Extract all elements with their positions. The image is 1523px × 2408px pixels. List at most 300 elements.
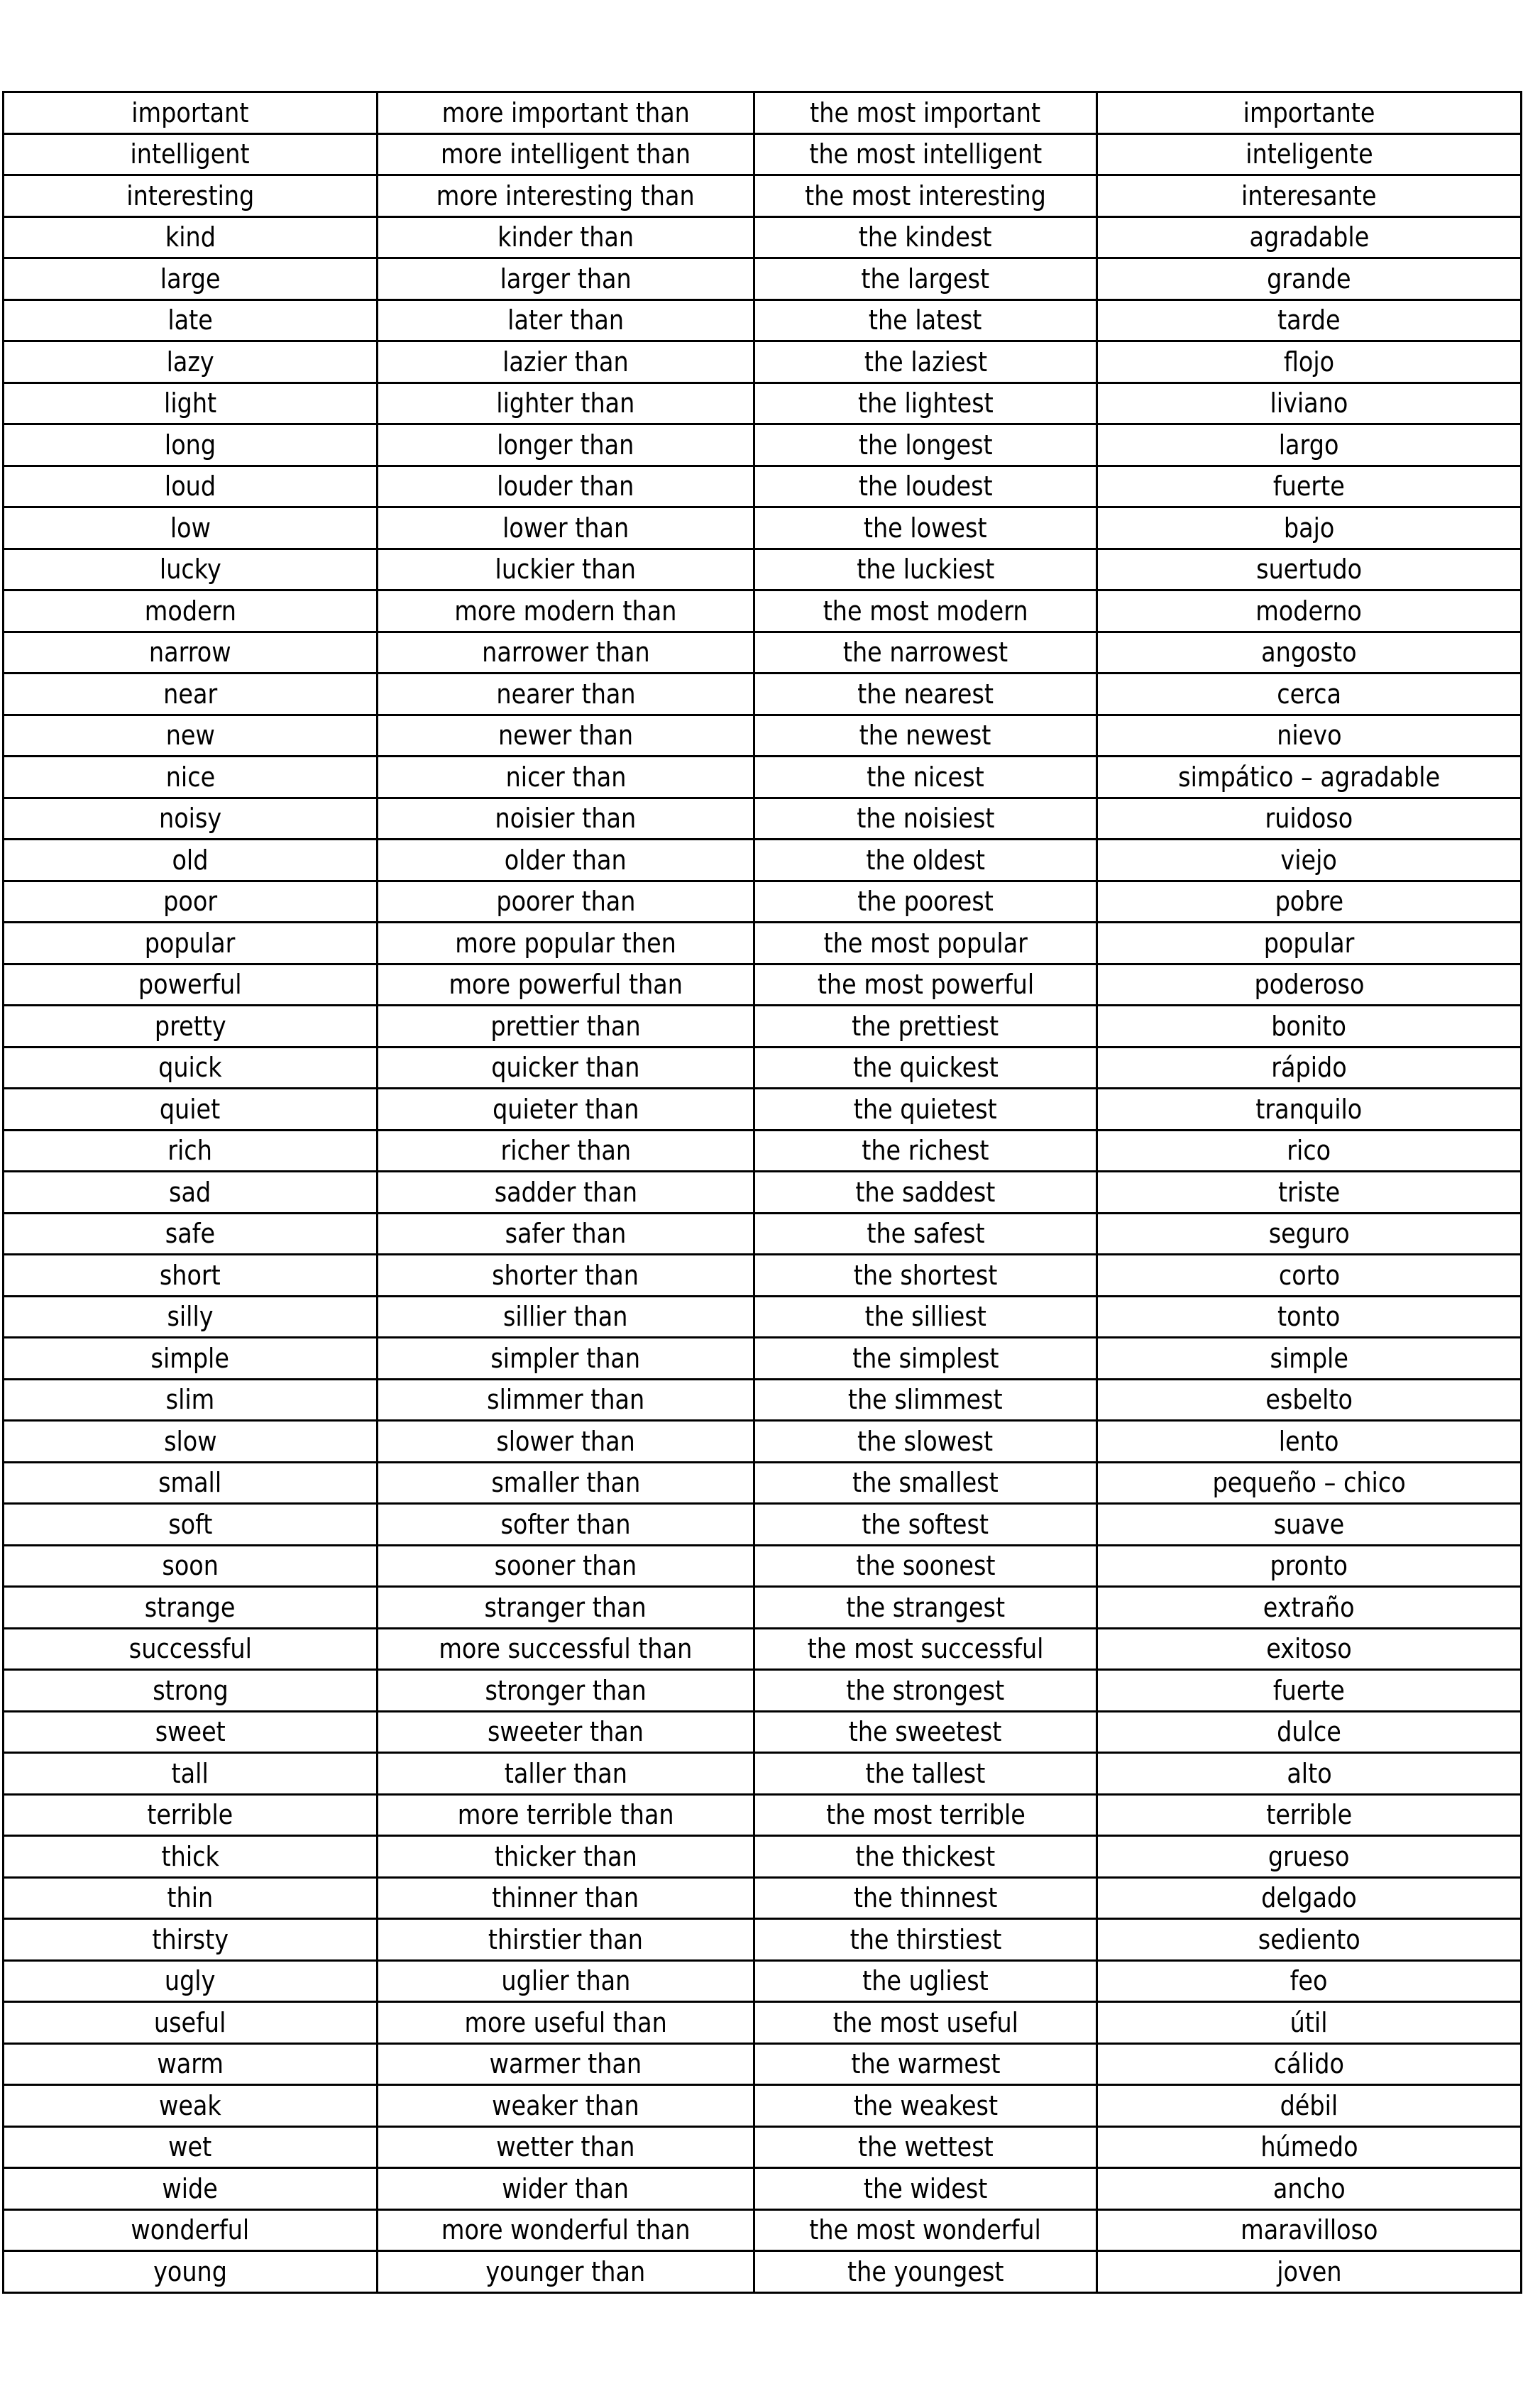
cell-text: débil [1280,2089,1338,2121]
comparative-cell [378,840,754,881]
superlative-cell [754,1213,1097,1255]
cell-text: the most intelligent [809,138,1042,170]
adjective-cell [4,2043,378,2085]
superlative-cell [754,674,1097,715]
spanish-translation-cell [1097,798,1522,840]
cell-text: the softest [862,1508,989,1540]
cell-text: slower than [496,1425,635,1457]
cell-text: large [160,263,221,295]
adjective-cell [4,341,378,383]
table-row [4,1213,1522,1255]
adjective-cell [4,92,378,134]
cell-text: more terrible than [457,1799,674,1831]
cell-text: the loudest [858,471,993,502]
cell-text: lazy [166,346,214,378]
cell-text: pronto [1270,1550,1348,1582]
cell-text: weak [159,2089,221,2121]
superlative-cell [754,1670,1097,1712]
comparative-cell [378,2251,754,2293]
table-row [4,549,1522,590]
cell-text: the most popular [823,927,1028,959]
superlative-cell [754,1545,1097,1587]
cell-text: near [163,678,218,710]
adjective-cell [4,175,378,217]
cell-text: safer than [505,1218,627,1250]
cell-text: corto [1278,1259,1340,1291]
table-row [4,424,1522,466]
cell-text: triste [1277,1176,1341,1208]
superlative-cell [754,1130,1097,1172]
cell-text: younger than [485,2255,646,2287]
adjective-cell [4,1462,378,1504]
adjective-cell [4,2251,378,2293]
cell-text: the quickest [852,1052,999,1084]
superlative-cell [754,1587,1097,1629]
comparative-cell [378,1836,754,1878]
comparative-cell [378,92,754,134]
comparative-cell [378,383,754,424]
superlative-cell [754,2002,1097,2044]
cell-text: shorter than [492,1259,639,1291]
cell-text: the most terrible [825,1799,1026,1831]
spanish-translation-cell [1097,715,1522,757]
adjective-cell [4,590,378,632]
cell-text: rich [167,1135,213,1167]
comparative-cell [378,2209,754,2251]
adjective-cell [4,383,378,424]
comparative-cell [378,1462,754,1504]
comparative-cell [378,507,754,549]
superlative-cell [754,2126,1097,2168]
table-row [4,507,1522,549]
cell-text: the oldest [866,844,985,876]
adjective-cell [4,964,378,1006]
cell-text: thicker than [494,1840,637,1872]
cell-text: the ugliest [862,1965,989,1997]
superlative-cell [754,881,1097,923]
cell-text: larger than [500,263,632,295]
cell-text: more powerful than [449,969,683,1001]
table-row [4,1504,1522,1546]
adjective-cell [4,466,378,507]
spanish-translation-cell [1097,299,1522,341]
cell-text: poorer than [495,886,636,918]
cell-text: short [160,1259,221,1291]
cell-text: seguro [1268,1218,1350,1250]
cell-text: kind [165,221,216,253]
cell-text: the soonest [855,1550,996,1582]
table-row [4,840,1522,881]
comparative-cell [378,1047,754,1089]
cell-text: fuerte [1273,1674,1345,1706]
comparative-cell [378,674,754,715]
superlative-cell [754,840,1097,881]
comparative-cell [378,964,754,1006]
cell-text: wet [168,2131,212,2163]
adjective-cell [4,1172,378,1214]
spanish-translation-cell [1097,466,1522,507]
table-row [4,1960,1522,2002]
spanish-translation-cell [1097,840,1522,881]
comparative-cell [378,632,754,674]
comparative-cell [378,258,754,300]
superlative-cell [754,1462,1097,1504]
cell-text: poor [163,886,217,918]
cell-text: the wettest [857,2131,994,2163]
cell-text: quick [158,1052,222,1084]
table-row [4,1711,1522,1753]
table-row [4,216,1522,258]
superlative-cell [754,92,1097,134]
comparative-cell [378,923,754,964]
comparative-cell [378,1753,754,1795]
cell-text: the strongest [846,1674,1005,1706]
cell-text: modern [144,595,236,627]
cell-text: the quietest [853,1093,998,1125]
cell-text: intelligent [130,138,251,170]
cell-text: thin [167,1882,214,1914]
cell-text: nievo [1276,720,1342,752]
adjective-cell [4,1047,378,1089]
table-row [4,1877,1522,1919]
table-row [4,175,1522,217]
superlative-cell [754,1379,1097,1421]
table-row [4,383,1522,424]
cell-text: tall [171,1757,209,1789]
cell-text: kinder than [497,221,634,253]
cell-text: the most useful [832,2006,1018,2038]
cell-text: simple [150,1342,230,1374]
comparative-cell [378,216,754,258]
spanish-translation-cell [1097,175,1522,217]
table-row [4,964,1522,1006]
cell-text: narrower than [481,637,650,669]
table-row [4,1670,1522,1712]
comparative-cell [378,1296,754,1338]
cell-text: the thirstiest [850,1923,1001,1955]
adjective-cell [4,1545,378,1587]
cell-text: the newest [859,720,991,752]
spanish-translation-cell [1097,1960,1522,2002]
comparative-cell [378,1421,754,1463]
cell-text: nicer than [505,761,626,793]
adjective-cell [4,216,378,258]
cell-text: exitoso [1266,1633,1352,1665]
cell-text: louder than [497,471,634,502]
cell-text: the largest [861,263,990,295]
adjective-cell [4,1130,378,1172]
adjective-cell [4,1213,378,1255]
adjective-cell [4,424,378,466]
superlative-cell [754,2168,1097,2210]
cell-text: útil [1290,2006,1328,2038]
table-row [4,1919,1522,1961]
comparative-cell [378,1628,754,1670]
superlative-cell [754,964,1097,1006]
superlative-cell [754,1753,1097,1795]
adjective-cell [4,1794,378,1836]
cell-text: poderoso [1254,969,1364,1001]
spanish-translation-cell [1097,1047,1522,1089]
comparative-cell [378,1338,754,1380]
superlative-cell [754,1421,1097,1463]
spanish-translation-cell [1097,1255,1522,1297]
cell-text: cálido [1273,2048,1345,2080]
superlative-cell [754,299,1097,341]
adjective-cell [4,2126,378,2168]
spanish-translation-cell [1097,2043,1522,2085]
superlative-cell [754,383,1097,424]
adjective-cell [4,632,378,674]
cell-text: sediento [1258,1923,1360,1955]
cell-text: the latest [869,304,982,336]
cell-text: successful [128,1633,252,1665]
superlative-cell [754,1089,1097,1131]
spanish-translation-cell [1097,1504,1522,1546]
superlative-cell [754,1296,1097,1338]
cell-text: soft [167,1508,213,1540]
cell-text: tonto [1277,1301,1341,1333]
comparative-cell [378,424,754,466]
cell-text: interesante [1241,180,1377,211]
cell-text: largo [1279,429,1339,461]
adjective-cell [4,1836,378,1878]
spanish-translation-cell [1097,2209,1522,2251]
table-row [4,1545,1522,1587]
table-row [4,1296,1522,1338]
cell-text: more interesting than [436,180,695,211]
cell-text: importante [1243,97,1375,128]
table-row [4,590,1522,632]
spanish-translation-cell [1097,1379,1522,1421]
cell-text: the widest [863,2172,988,2204]
adjective-cell [4,1711,378,1753]
cell-text: ruidoso [1265,803,1353,835]
cell-text: slow [163,1425,217,1457]
adjective-cell [4,715,378,757]
cell-text: the most important [810,97,1041,128]
table-row [4,715,1522,757]
cell-text: older than [505,844,627,876]
cell-text: sweet [155,1716,226,1748]
table-row [4,1255,1522,1297]
cell-text: noisy [158,803,222,835]
adjective-cell [4,2168,378,2210]
spanish-translation-cell [1097,1545,1522,1587]
comparative-cell [378,1172,754,1214]
cell-text: tarde [1277,304,1341,336]
superlative-cell [754,341,1097,383]
superlative-cell [754,632,1097,674]
cell-text: narrow [149,637,231,669]
cell-text: softer than [500,1508,631,1540]
cell-text: the strangest [846,1591,1005,1623]
cell-text: thinner than [492,1882,639,1914]
superlative-cell [754,507,1097,549]
spanish-translation-cell [1097,674,1522,715]
comparative-cell [378,1545,754,1587]
comparative-cell [378,1711,754,1753]
cell-text: the safest [866,1218,985,1250]
table-row [4,2168,1522,2210]
cell-text: the most modern [823,595,1028,627]
cell-text: terrible [147,1799,233,1831]
cell-text: agradable [1249,221,1369,253]
cell-text: silly [167,1301,214,1333]
cell-text: sad [169,1176,211,1208]
superlative-cell [754,1338,1097,1380]
table-row [4,1089,1522,1131]
superlative-cell [754,1836,1097,1878]
cell-text: the most interesting [805,180,1046,211]
cell-text: useful [154,2006,226,2038]
comparative-cell [378,1130,754,1172]
cell-text: pequeño – chico [1212,1467,1406,1499]
spanish-translation-cell [1097,1628,1522,1670]
comparative-cell [378,881,754,923]
adjective-cell [4,1960,378,2002]
table-row [4,2085,1522,2127]
spanish-translation-cell [1097,590,1522,632]
comparative-cell [378,757,754,798]
adjective-comparison-table [2,91,1522,2294]
cell-text: the most successful [807,1633,1044,1665]
spanish-translation-cell [1097,92,1522,134]
table-row [4,1006,1522,1048]
cell-text: alto [1286,1757,1332,1789]
cell-text: rico [1287,1135,1331,1167]
cell-text: powerful [138,969,242,1001]
cell-text: sillier than [503,1301,628,1333]
spanish-translation-cell [1097,632,1522,674]
cell-text: grueso [1268,1840,1350,1872]
cell-text: the tallest [865,1757,986,1789]
spanish-translation-cell [1097,881,1522,923]
cell-text: warm [157,2048,224,2080]
cell-text: thick [161,1840,219,1872]
cell-text: the narrowest [842,637,1008,669]
cell-text: extraño [1263,1591,1355,1623]
adjective-cell [4,1628,378,1670]
superlative-cell [754,1504,1097,1546]
spanish-translation-cell [1097,1130,1522,1172]
adjective-cell [4,2209,378,2251]
superlative-cell [754,2043,1097,2085]
table-row [4,1836,1522,1878]
adjective-cell [4,2085,378,2127]
cell-text: thirsty [152,1923,229,1955]
adjective-cell [4,1379,378,1421]
table-row [4,133,1522,175]
cell-text: joven [1276,2255,1342,2287]
adjective-cell [4,299,378,341]
cell-text: quicker than [491,1052,640,1084]
comparative-cell [378,2002,754,2044]
spanish-translation-cell [1097,2002,1522,2044]
spanish-translation-cell [1097,1877,1522,1919]
cell-text: lazier than [502,346,629,378]
spanish-translation-cell [1097,1089,1522,1131]
cell-text: soon [162,1550,219,1582]
spanish-translation-cell [1097,1670,1522,1712]
cell-text: the sweetest [849,1716,1002,1748]
adjective-cell [4,923,378,964]
cell-text: inteligente [1245,138,1373,170]
spanish-translation-cell [1097,383,1522,424]
cell-text: taller than [504,1757,627,1789]
cell-text: simpático – agradable [1177,761,1440,793]
table-row [4,1421,1522,1463]
table-row [4,2002,1522,2044]
spanish-translation-cell [1097,757,1522,798]
cell-text: stronger than [485,1674,647,1706]
adjective-cell [4,1919,378,1961]
table-row [4,2251,1522,2293]
cell-text: bajo [1283,512,1335,544]
adjective-cell [4,133,378,175]
cell-text: bonito [1271,1010,1347,1042]
table-row [4,258,1522,300]
spanish-translation-cell [1097,258,1522,300]
adjective-cell [4,1877,378,1919]
cell-text: old [172,844,209,876]
cell-text: wonderful [131,2214,250,2246]
cell-text: angosto [1261,637,1357,669]
cell-text: viejo [1280,844,1338,876]
superlative-cell [754,175,1097,217]
comparative-cell [378,299,754,341]
cell-text: lower than [502,512,629,544]
comparative-cell [378,1960,754,2002]
cell-text: more modern than [454,595,677,627]
cell-text: ancho [1272,2172,1346,2204]
table-row [4,92,1522,134]
cell-text: luckier than [495,554,637,585]
cell-text: pretty [154,1010,226,1042]
cell-text: strange [145,1591,236,1623]
cell-text: the slimmest [848,1384,1003,1416]
cell-text: the warmest [850,2048,1001,2080]
superlative-cell [754,1047,1097,1089]
cell-text: more wonderful than [441,2214,691,2246]
comparative-cell [378,1877,754,1919]
superlative-cell [754,1711,1097,1753]
cell-text: the most wonderful [809,2214,1042,2246]
cell-text: the longest [858,429,993,461]
comparative-cell [378,1794,754,1836]
comparative-cell [378,1670,754,1712]
superlative-cell [754,1006,1097,1048]
adjective-cell [4,507,378,549]
superlative-cell [754,590,1097,632]
comparative-cell [378,1587,754,1629]
cell-text: uglier than [501,1965,630,1997]
comparative-cell [378,2085,754,2127]
adjective-cell [4,1504,378,1546]
cell-text: richer than [500,1135,631,1167]
table-row [4,299,1522,341]
table-row [4,923,1522,964]
spanish-translation-cell [1097,1421,1522,1463]
table-row [4,1338,1522,1380]
comparative-cell [378,1255,754,1297]
superlative-cell [754,1628,1097,1670]
spanish-translation-cell [1097,1462,1522,1504]
comparative-cell [378,1379,754,1421]
table-row [4,1130,1522,1172]
cell-text: sweeter than [488,1716,644,1748]
cell-text: dulce [1277,1716,1341,1748]
